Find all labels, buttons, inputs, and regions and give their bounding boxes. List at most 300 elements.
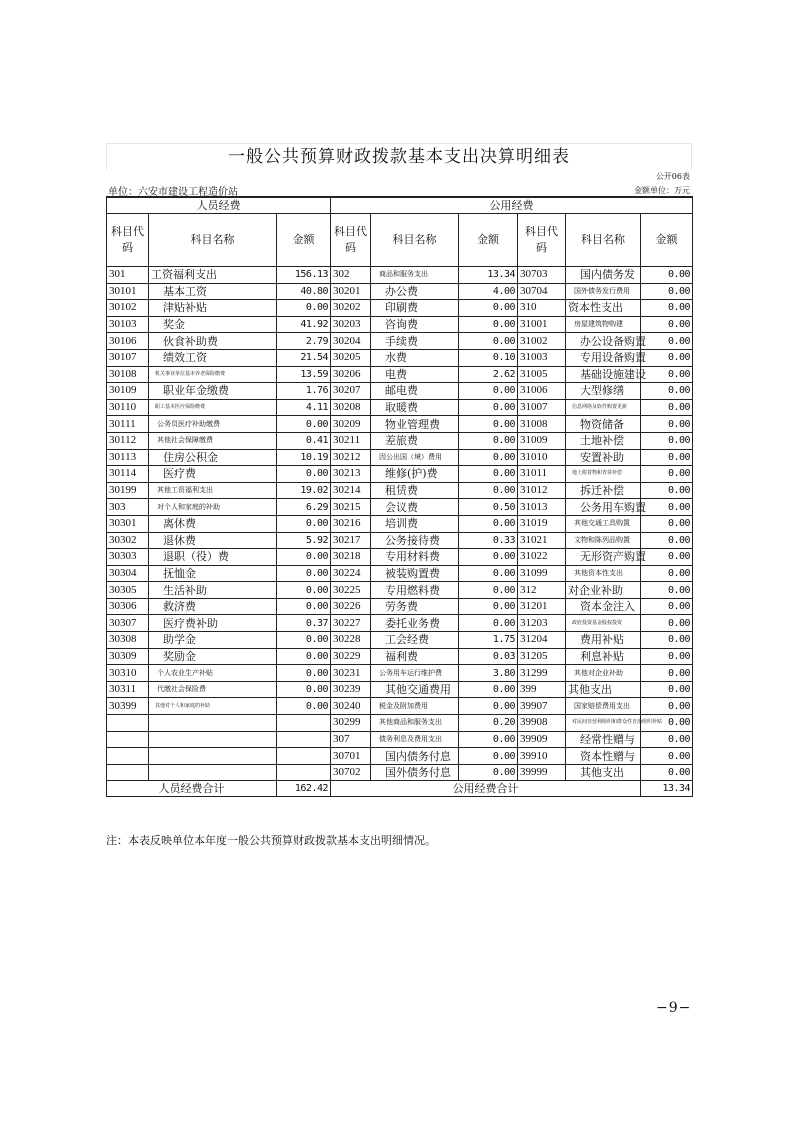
table-row	[107, 715, 693, 732]
cell-name: 资本金注入	[566, 598, 641, 615]
cell-name: 个人农业生产补贴	[149, 665, 277, 682]
public-total-label: 公用经费合计	[331, 781, 641, 797]
cell-name: 因公出国（境）费用	[371, 449, 459, 466]
cell-name: 文物和陈列品购置	[566, 532, 641, 549]
cell-name: 取暖费	[371, 399, 459, 416]
cell-code: 31012	[518, 482, 566, 499]
cell-code: 30301	[107, 515, 149, 532]
table-row	[107, 349, 693, 366]
cell-amount: 0.00	[459, 432, 518, 449]
cell-name: 国外债务付息	[371, 764, 459, 781]
cell-name: 邮电费	[371, 383, 459, 400]
cell-code: 310	[518, 300, 566, 317]
cell-code: 30101	[107, 283, 149, 300]
cell-name: 利息补贴	[566, 648, 641, 665]
cell-amount: 0.00	[641, 383, 693, 400]
table-row	[107, 366, 693, 383]
cell-code: 30303	[107, 549, 149, 566]
cell-name: 救济费	[149, 598, 277, 615]
report-sheet	[106, 143, 692, 797]
cell-name: 租赁费	[371, 482, 459, 499]
table-row	[107, 267, 693, 284]
cell-code	[107, 731, 149, 748]
cell-code: 30309	[107, 648, 149, 665]
cell-code: 30703	[518, 267, 566, 284]
cell-code: 30299	[331, 715, 371, 732]
cell-name: 债务利息及费用支出	[371, 731, 459, 748]
cell-code: 30306	[107, 598, 149, 615]
column-header-row	[107, 214, 693, 267]
cell-name: 助学金	[149, 632, 277, 649]
cell-amount: 0.00	[459, 515, 518, 532]
cell-name: 物资储备	[566, 416, 641, 433]
cell-name: 公务接待费	[371, 532, 459, 549]
cell-amount: 0.00	[277, 549, 331, 566]
cell-name: 对个人和家庭的补助	[149, 499, 277, 516]
cell-name: 被装购置费	[371, 565, 459, 582]
cell-amount: 3.80	[459, 665, 518, 682]
cell-name: 其他交通工具购置	[566, 515, 641, 532]
cell-code: 31007	[518, 399, 566, 416]
cell-amount: 0.00	[641, 598, 693, 615]
cell-code: 31008	[518, 416, 566, 433]
cell-amount: 0.00	[641, 532, 693, 549]
cell-name: 办公费	[371, 283, 459, 300]
cell-name: 专用材料费	[371, 549, 459, 566]
cell-amount: 0.00	[277, 416, 331, 433]
cell-code: 30203	[331, 316, 371, 333]
table-row	[107, 333, 693, 350]
cell-name: 咨询费	[371, 316, 459, 333]
cell-name: 商品和服务支出	[371, 267, 459, 284]
cell-code: 31009	[518, 432, 566, 449]
cell-name: 大型修缮	[566, 383, 641, 400]
cell-name: 对企业补助	[566, 582, 641, 599]
cell-amount: 0.00	[641, 482, 693, 499]
cell-code: 30217	[331, 532, 371, 549]
cell-code: 30113	[107, 449, 149, 466]
table-row	[107, 416, 693, 433]
cell-name: 手续费	[371, 333, 459, 350]
cell-code: 30701	[331, 748, 371, 765]
cell-name: 退职（役）费	[149, 549, 277, 566]
table-row	[107, 698, 693, 715]
cell-amount: 0.00	[459, 681, 518, 698]
cell-name: 其他对个人和家庭的补助	[149, 698, 277, 715]
table-row	[107, 582, 693, 599]
cell-amount: 0.00	[641, 449, 693, 466]
cell-name: 国家赔偿费用支出	[566, 698, 641, 715]
cell-amount: 0.00	[459, 399, 518, 416]
cell-name: 公务用车购置	[566, 499, 641, 516]
cell-amount: 0.00	[641, 748, 693, 765]
cell-code: 30215	[331, 499, 371, 516]
cell-amount: 0.00	[641, 333, 693, 350]
cell-code: 31010	[518, 449, 566, 466]
cell-name: 水费	[371, 349, 459, 366]
table-row	[107, 482, 693, 499]
cell-amount: 0.03	[459, 648, 518, 665]
cell-code: 30204	[331, 333, 371, 350]
table-row	[107, 549, 693, 566]
cell-amount: 0.00	[459, 316, 518, 333]
cell-name: 绩效工资	[149, 349, 277, 366]
cell-code	[107, 748, 149, 765]
footnote: 注：本表反映单位本年度一般公共预算财政拨款基本支出明细情况。	[106, 834, 436, 847]
cell-name: 其他交通费用	[371, 681, 459, 698]
cell-code: 30112	[107, 432, 149, 449]
cell-name: 职业年金缴费	[149, 383, 277, 400]
cell-code: 30304	[107, 565, 149, 582]
cell-name: 基础设施建设	[566, 366, 641, 383]
cell-amount: 41.92	[277, 316, 331, 333]
cell-amount: 0.00	[277, 648, 331, 665]
totals-row	[107, 781, 693, 797]
cell-code: 30109	[107, 383, 149, 400]
cell-name: 经常性赠与	[566, 731, 641, 748]
cell-name: 其他支出	[566, 764, 641, 781]
cell-name: 差旅费	[371, 432, 459, 449]
cell-name: 住房公积金	[149, 449, 277, 466]
cell-amount: 0.00	[641, 549, 693, 566]
cell-amount: 0.00	[641, 466, 693, 483]
table-row	[107, 748, 693, 765]
cell-amount: 1.75	[459, 632, 518, 649]
cell-code: 31006	[518, 383, 566, 400]
cell-name: 其他资本性支出	[566, 565, 641, 582]
cell-code: 30226	[331, 598, 371, 615]
table-row	[107, 731, 693, 748]
cell-code: 30231	[331, 665, 371, 682]
cell-code: 30240	[331, 698, 371, 715]
cell-amount: 0.00	[641, 283, 693, 300]
cell-name: 政府投资基金股权投资	[566, 615, 641, 632]
cell-name: 无形资产购置	[566, 549, 641, 566]
cell-code: 31019	[518, 515, 566, 532]
cell-amount: 0.00	[459, 565, 518, 582]
cell-amount: 0.00	[277, 632, 331, 649]
cell-name: 工资福利支出	[149, 267, 277, 284]
cell-name: 对民间非营利组织和群众性自治组织补贴	[566, 715, 641, 732]
cell-code: 30111	[107, 416, 149, 433]
cell-code: 30206	[331, 366, 371, 383]
table-row	[107, 466, 693, 483]
cell-amount: 0.00	[641, 582, 693, 599]
cell-amount: 0.00	[459, 300, 518, 317]
cell-name: 委托业务费	[371, 615, 459, 632]
cell-code: 30228	[331, 632, 371, 649]
cell-name: 公务员医疗补助缴费	[149, 416, 277, 433]
cell-amount: 13.59	[277, 366, 331, 383]
cell-code: 312	[518, 582, 566, 599]
cell-amount: 0.00	[459, 731, 518, 748]
cell-amount	[277, 764, 331, 781]
cell-name: 拆迁补偿	[566, 482, 641, 499]
cell-name	[149, 748, 277, 765]
cell-amount: 0.00	[641, 316, 693, 333]
header-amount: 金额	[459, 214, 518, 267]
cell-amount: 0.00	[641, 715, 693, 732]
cell-name: 其他对企业补助	[566, 665, 641, 682]
cell-code: 31021	[518, 532, 566, 549]
cell-amount: 0.00	[459, 598, 518, 615]
cell-code: 31002	[518, 333, 566, 350]
form-number: 公开06表	[655, 172, 690, 181]
cell-code: 301	[107, 267, 149, 284]
cell-amount: 0.00	[277, 300, 331, 317]
cell-amount	[277, 715, 331, 732]
cell-amount: 0.00	[641, 267, 693, 284]
cell-amount: 0.00	[641, 416, 693, 433]
cell-amount: 0.00	[641, 665, 693, 682]
cell-code: 30229	[331, 648, 371, 665]
cell-name: 专用设备购置	[566, 349, 641, 366]
cell-code: 31005	[518, 366, 566, 383]
cell-name: 工会经费	[371, 632, 459, 649]
cell-code: 30224	[331, 565, 371, 582]
cell-amount: 0.00	[459, 333, 518, 350]
cell-code: 30702	[331, 764, 371, 781]
cell-amount: 0.00	[459, 416, 518, 433]
cell-code: 30213	[331, 466, 371, 483]
cell-code: 30212	[331, 449, 371, 466]
cell-amount: 0.00	[459, 764, 518, 781]
table-row	[107, 532, 693, 549]
cell-name: 退休费	[149, 532, 277, 549]
cell-name: 印刷费	[371, 300, 459, 317]
cell-name: 公务用车运行维护费	[371, 665, 459, 682]
cell-code: 31001	[518, 316, 566, 333]
cell-name: 资本性赠与	[566, 748, 641, 765]
cell-amount: 6.29	[277, 499, 331, 516]
cell-amount: 0.20	[459, 715, 518, 732]
report-title: 一般公共预算财政拨款基本支出决算明细表	[106, 143, 692, 170]
table-row	[107, 432, 693, 449]
cell-amount: 0.00	[641, 515, 693, 532]
cell-amount: 0.50	[459, 499, 518, 516]
cell-name: 办公设备购置	[566, 333, 641, 350]
cell-amount: 0.00	[641, 499, 693, 516]
cell-name: 物业管理费	[371, 416, 459, 433]
cell-amount: 0.00	[459, 748, 518, 765]
cell-code: 31011	[518, 466, 566, 483]
table-row	[107, 283, 693, 300]
cell-code: 30239	[331, 681, 371, 698]
cell-code: 30114	[107, 466, 149, 483]
group-public: 公用经费	[331, 197, 693, 214]
cell-name: 医疗费补助	[149, 615, 277, 632]
cell-amount: 0.00	[459, 449, 518, 466]
cell-amount: 0.00	[459, 466, 518, 483]
cell-name: 国内债务付息	[371, 748, 459, 765]
group-personnel: 人员经费	[107, 197, 331, 214]
cell-code: 31299	[518, 665, 566, 682]
cell-name: 专用燃料费	[371, 582, 459, 599]
cell-code: 30310	[107, 665, 149, 682]
cell-code: 39908	[518, 715, 566, 732]
cell-name: 会议费	[371, 499, 459, 516]
header-code: 科目代码	[107, 214, 149, 267]
cell-amount: 156.13	[277, 267, 331, 284]
cell-name: 信息网络及软件购置更新	[566, 399, 641, 416]
header-name: 科目名称	[566, 214, 641, 267]
cell-code: 31201	[518, 598, 566, 615]
cell-name: 奖励金	[149, 648, 277, 665]
cell-name: 房屋建筑物购建	[566, 316, 641, 333]
group-header-row	[107, 197, 693, 214]
cell-amount: 0.00	[459, 615, 518, 632]
cell-amount: 0.00	[641, 565, 693, 582]
cell-code: 30311	[107, 681, 149, 698]
cell-code: 30103	[107, 316, 149, 333]
cell-name: 伙食补助费	[149, 333, 277, 350]
cell-amount: 10.19	[277, 449, 331, 466]
cell-amount: 21.54	[277, 349, 331, 366]
cell-amount: 0.00	[277, 582, 331, 599]
table-row	[107, 383, 693, 400]
cell-code: 30704	[518, 283, 566, 300]
cell-amount: 2.62	[459, 366, 518, 383]
page-number: −9−	[656, 1000, 692, 1016]
cell-code: 30227	[331, 615, 371, 632]
cell-code: 30108	[107, 366, 149, 383]
cell-amount: 0.10	[459, 349, 518, 366]
table-row	[107, 764, 693, 781]
cell-code: 31099	[518, 565, 566, 582]
cell-code: 30307	[107, 615, 149, 632]
cell-code: 399	[518, 681, 566, 698]
cell-amount: 2.79	[277, 333, 331, 350]
cell-code: 31022	[518, 549, 566, 566]
cell-code: 30110	[107, 399, 149, 416]
cell-code: 30107	[107, 349, 149, 366]
cell-name: 医疗费	[149, 466, 277, 483]
cell-amount: 0.00	[641, 681, 693, 698]
cell-name	[149, 764, 277, 781]
cell-amount: 0.00	[459, 549, 518, 566]
table-row	[107, 515, 693, 532]
cell-amount: 0.00	[641, 399, 693, 416]
cell-code: 31204	[518, 632, 566, 649]
cell-name: 安置补助	[566, 449, 641, 466]
cell-name: 税金及附加费用	[371, 698, 459, 715]
cell-name	[149, 715, 277, 732]
cell-code: 31013	[518, 499, 566, 516]
cell-code: 30102	[107, 300, 149, 317]
cell-name: 代缴社会保险费	[149, 681, 277, 698]
cell-name: 基本工资	[149, 283, 277, 300]
header-name: 科目名称	[371, 214, 459, 267]
cell-name: 机关事业单位基本养老保险缴费	[149, 366, 277, 383]
cell-code: 303	[107, 499, 149, 516]
cell-code: 30399	[107, 698, 149, 715]
cell-code: 30214	[331, 482, 371, 499]
cell-code: 307	[331, 731, 371, 748]
cell-amount: 0.00	[641, 349, 693, 366]
expenditure-table	[106, 196, 693, 797]
cell-name: 奖金	[149, 316, 277, 333]
cell-name: 国外债务发行费用	[566, 283, 641, 300]
form-number-row	[106, 170, 692, 182]
cell-code	[107, 715, 149, 732]
cell-amount: 0.33	[459, 532, 518, 549]
cell-amount: 0.00	[641, 698, 693, 715]
cell-name: 维修(护)费	[371, 466, 459, 483]
cell-name: 生活补助	[149, 582, 277, 599]
cell-code: 30207	[331, 383, 371, 400]
personnel-total-label: 人员经费合计	[107, 781, 277, 797]
cell-name: 福利费	[371, 648, 459, 665]
cell-name: 其他支出	[566, 681, 641, 698]
cell-amount: 40.80	[277, 283, 331, 300]
table-row	[107, 449, 693, 466]
cell-amount: 0.41	[277, 432, 331, 449]
cell-amount: 0.00	[277, 698, 331, 715]
cell-code: 30305	[107, 582, 149, 599]
cell-code: 30106	[107, 333, 149, 350]
cell-code: 30218	[331, 549, 371, 566]
cell-amount: 0.00	[641, 764, 693, 781]
cell-code: 30211	[331, 432, 371, 449]
cell-amount: 0.00	[641, 731, 693, 748]
table-row	[107, 648, 693, 665]
cell-amount: 0.00	[459, 582, 518, 599]
cell-amount: 0.00	[277, 665, 331, 682]
cell-code: 30199	[107, 482, 149, 499]
table-row	[107, 615, 693, 632]
cell-code: 30201	[331, 283, 371, 300]
cell-code: 31203	[518, 615, 566, 632]
cell-amount: 5.92	[277, 532, 331, 549]
header-amount: 金额	[641, 214, 693, 267]
cell-amount	[277, 748, 331, 765]
table-row	[107, 399, 693, 416]
header-code: 科目代码	[331, 214, 371, 267]
cell-amount: 0.00	[459, 482, 518, 499]
cell-code: 30205	[331, 349, 371, 366]
cell-name	[149, 731, 277, 748]
cell-name: 培训费	[371, 515, 459, 532]
personnel-total-value: 162.42	[277, 781, 331, 797]
cell-code: 30209	[331, 416, 371, 433]
money-unit: 金额单位：万元	[634, 186, 690, 195]
cell-name: 土地补偿	[566, 432, 641, 449]
cell-name: 地上附着物和青苗补偿	[566, 466, 641, 483]
cell-name: 其他工资福利支出	[149, 482, 277, 499]
table-row	[107, 598, 693, 615]
header-amount: 金额	[277, 214, 331, 267]
cell-amount: 0.00	[277, 565, 331, 582]
table-row	[107, 316, 693, 333]
header-code: 科目代码	[518, 214, 566, 267]
cell-code: 31003	[518, 349, 566, 366]
unit-row	[106, 182, 692, 196]
cell-amount: 0.00	[277, 598, 331, 615]
table-row	[107, 300, 693, 317]
cell-amount: 1.76	[277, 383, 331, 400]
table-row	[107, 632, 693, 649]
cell-code: 30216	[331, 515, 371, 532]
public-total-value: 13.34	[641, 781, 693, 797]
header-name: 科目名称	[149, 214, 277, 267]
cell-amount: 0.00	[641, 632, 693, 649]
cell-amount: 0.00	[641, 300, 693, 317]
cell-code: 39999	[518, 764, 566, 781]
cell-amount: 0.00	[277, 515, 331, 532]
cell-amount	[277, 731, 331, 748]
cell-name: 资本性支出	[566, 300, 641, 317]
unit-name: 单位：六安市建设工程造价站	[108, 187, 238, 198]
